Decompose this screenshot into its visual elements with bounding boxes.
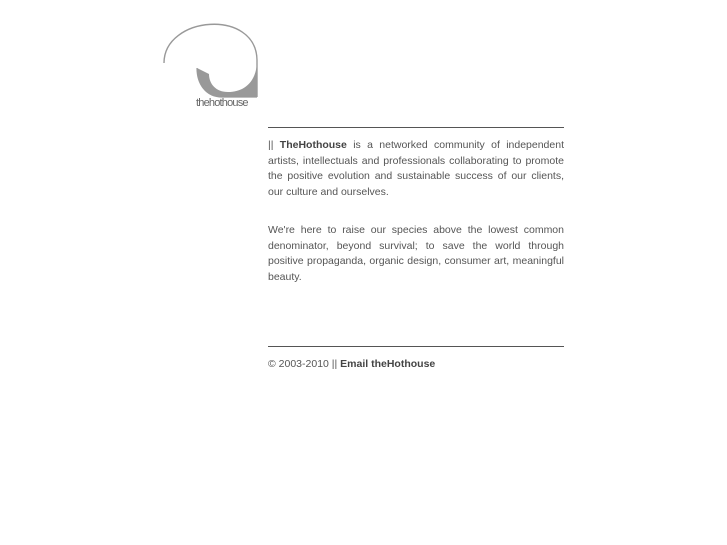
top-divider <box>268 127 564 128</box>
spiral-logo-icon <box>160 16 264 100</box>
main-content <box>268 138 564 285</box>
intro-prefix: || <box>268 139 280 151</box>
email-link[interactable]: Email theHothouse <box>340 358 436 370</box>
intro-paragraph <box>268 138 564 200</box>
footer <box>268 357 435 372</box>
logo-wordmark: thehothouse <box>196 97 248 109</box>
brand-name: TheHothouse <box>279 139 347 151</box>
mission-paragraph: We're here to raise our species above the lowest common denominator, beyond survival; to save the world through positive propaganda, organic design, consumer art, meaningful beauty. <box>268 224 564 283</box>
intro-body: is a networked community of independent artists, intellectuals and professionals collaborating to promote the positive evolution and sustainable success of our clients, our culture and ourselves. <box>268 139 564 198</box>
logo <box>160 16 264 116</box>
copyright-text: © 2003-2010 || <box>268 358 341 370</box>
bottom-divider <box>268 346 564 347</box>
